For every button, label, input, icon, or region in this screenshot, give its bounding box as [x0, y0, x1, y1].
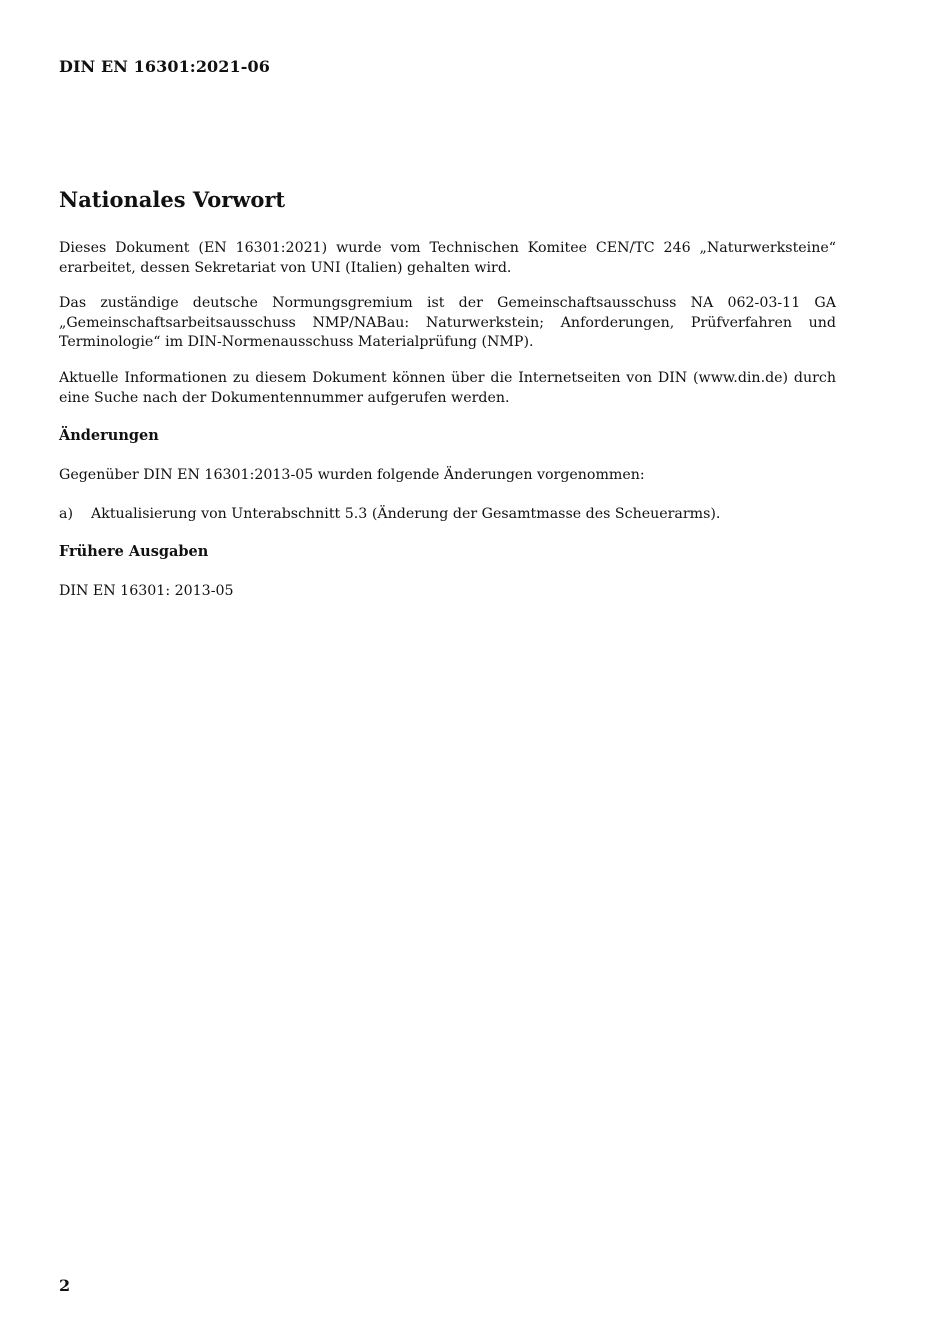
page-title: Nationales Vorwort [59, 187, 286, 212]
changes-heading: Änderungen [59, 427, 159, 444]
changes-intro: Gegenüber DIN EN 16301:2013-05 wurden folgende Änderungen vorgenommen: [59, 467, 645, 483]
foreword-paragraph-1: Dieses Dokument (EN 16301:2021) wurde vom Technischen Komitee CEN/TC 246 „Naturwerksteine“ erarbeitet, dessen Sekretariat von UNI (Italien) gehalten wird. [59, 240, 836, 276]
foreword-paragraph-3: Aktuelle Informationen zu diesem Dokument können über die Internetseiten von DIN (www.din.de) durch eine Suche nach der Dokumentennummer aufgerufen werden. [59, 370, 836, 406]
list-item-text: Aktualisierung von Unterabschnitt 5.3 (Änderung der Gesamtmasse des Scheuerarms). [91, 506, 721, 522]
page-number: 2 [59, 1276, 71, 1295]
previous-editions-heading: Frühere Ausgaben [59, 543, 209, 560]
foreword-paragraph-2: Das zuständige deutsche Normungsgremium ist der Gemeinschaftsausschuss NA 062-03-11 GA „Gemeinschaftsarbeitsausschuss NMP/NABau: Naturwerkstein; Anforderungen, Prüfverfahren und Terminologie“ im DIN-Normenausschuss Materialprüfung (NMP). [59, 295, 836, 350]
previous-editions-text: DIN EN 16301: 2013-05 [59, 583, 234, 599]
document-standard-id: DIN EN 16301:2021-06 [59, 57, 270, 76]
changes-list-item [59, 505, 836, 525]
list-item-marker: a) [59, 506, 73, 522]
